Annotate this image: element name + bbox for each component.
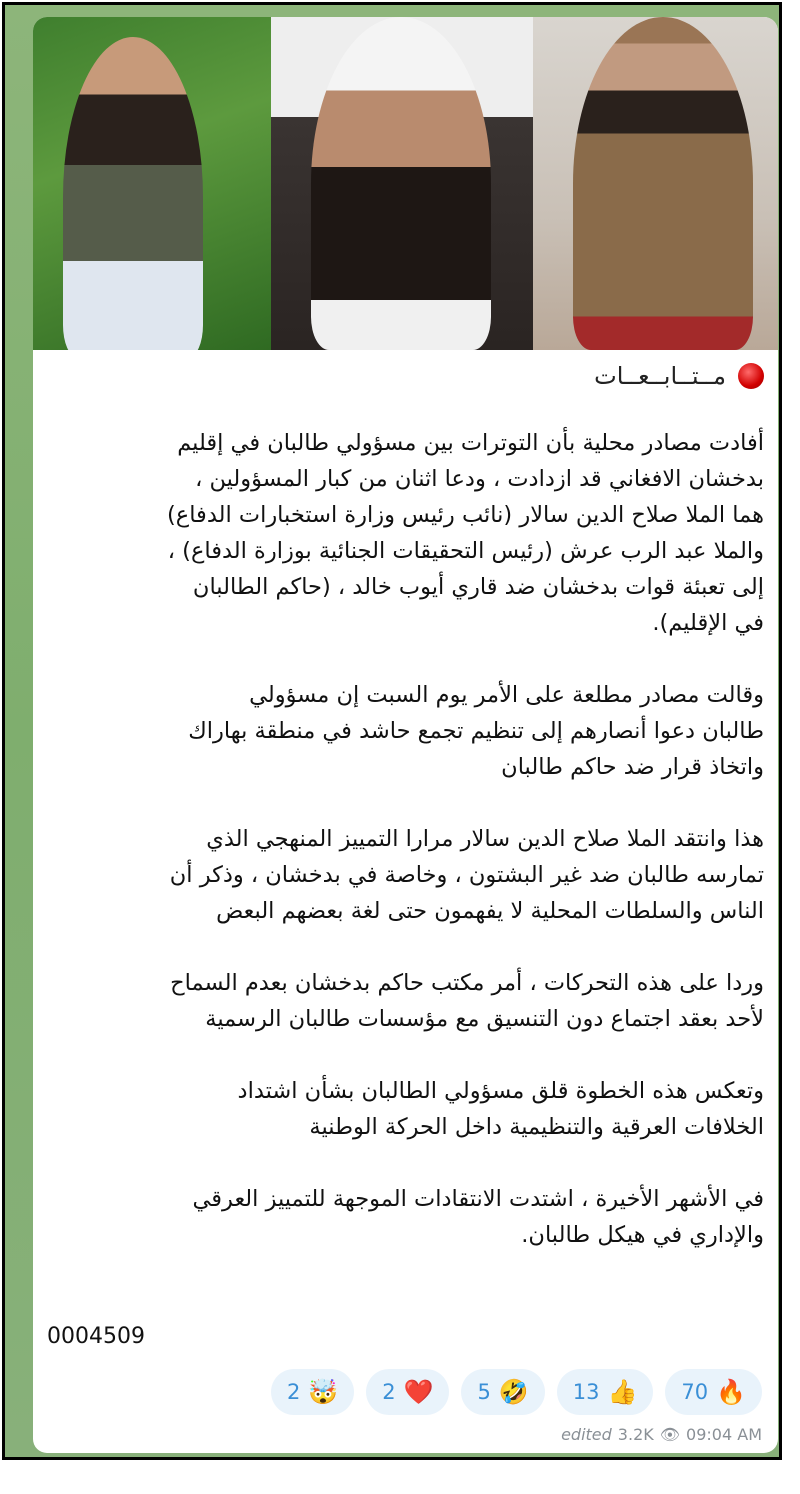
thumbs-up-icon: 👍 [607,1378,638,1406]
text-line: هذا وانتقد الملا صلاح الدين سالار مرارا التمييز المنهجي الذي [206,826,764,852]
paragraph [47,425,764,641]
text-line: إلى تعبئة قوات بدخشان ضد قاري أيوب خالد ، (حاكم الطالبان [192,574,764,600]
reaction-count: 5 [477,1380,491,1404]
post-header [594,362,764,390]
view-count: 3.2K [617,1425,654,1444]
text-line: وتعكس هذه الخطوة قلق مسؤولي الطالبان بشأن اشتداد [237,1078,764,1104]
reaction-count: 13 [572,1380,600,1404]
eye-icon: 👁 [659,1425,681,1444]
reaction-button[interactable] [557,1369,654,1415]
screenshot-frame [2,2,782,1460]
text-line: بدخشان الافغاني قد ازدادت ، ودعا اثنان من كبار المسؤولين ، [195,466,764,492]
heart-icon: ❤️ [403,1378,434,1406]
text-line: الخلافات العرقية والتنظيمية داخل الحركة الوطنية [309,1114,764,1140]
exploding-head-icon: 🤯 [308,1378,339,1406]
photo-collage[interactable] [33,17,778,350]
reaction-count: 2 [286,1380,301,1404]
header-text: مــتــابــعــات [594,362,726,390]
text-line: وردا على هذه التحركات ، أمر مكتب حاكم بدخشان بعدم السماح [170,970,764,996]
photo-center[interactable] [271,17,533,350]
reaction-button[interactable] [366,1369,449,1415]
text-line: الناس والسلطات المحلية لا يفهمون حتى لغة بعضهم البعض [216,898,764,924]
text-line: والإداري في هيكل طالبان. [521,1222,764,1248]
rofl-icon: 🤣 [498,1378,529,1406]
paragraph [47,821,764,929]
message-text [47,425,764,1289]
reaction-button[interactable] [665,1369,762,1415]
red-circle-icon [738,363,764,389]
text-line: طالبان دعوا أنصارهم إلى تنظيم تجمع حاشد في منطقة بهاراك [188,718,764,744]
fire-icon: 🔥 [716,1378,746,1406]
text-line: لأحد بعقد اجتماع دون التنسيق مع مؤسسات طالبان الرسمية [205,1006,764,1032]
text-line: تمارسه طالبان ضد غير البشتون ، وخاصة في بدخشان ، وذكر أن [169,862,764,888]
text-line: في الإقليم). [652,610,764,636]
reaction-button[interactable] [271,1369,354,1415]
photo-right[interactable] [533,17,778,350]
paragraph [47,677,764,785]
text-line: في الأشهر الأخيرة ، اشتدت الانتقادات الموجهة للتمييز العرقي [192,1186,764,1212]
paragraph [47,1073,764,1145]
text-line: هما الملا صلاح الدين سالار (نائب رئيس وزارة استخبارات الدفاع) [167,502,764,528]
text-line: وقالت مصادر مطلعة على الأمر يوم السبت إن مسؤولي [249,682,764,708]
reactions-bar [271,1369,762,1415]
text-line: أفادت مصادر محلية بأن التوترات بين مسؤولي طالبان في إقليم [177,430,764,456]
text-line: والملا عبد الرب عرش (رئيس التحقيقات الجنائية بوزارة الدفاع) ، [167,538,764,564]
timestamp: 09:04 AM [686,1425,762,1444]
reaction-button[interactable] [461,1369,544,1415]
edited-label: edited [561,1425,612,1444]
reaction-count: 2 [382,1380,396,1404]
paragraph [47,965,764,1037]
post-code: 0004509 [47,1324,145,1349]
text-line: واتخاذ قرار ضد حاكم طالبان [501,754,764,780]
message-meta [561,1425,762,1444]
photo-left[interactable] [33,17,271,350]
message-bubble [33,17,778,1453]
paragraph [47,1181,764,1253]
reaction-count: 70 [681,1380,709,1404]
